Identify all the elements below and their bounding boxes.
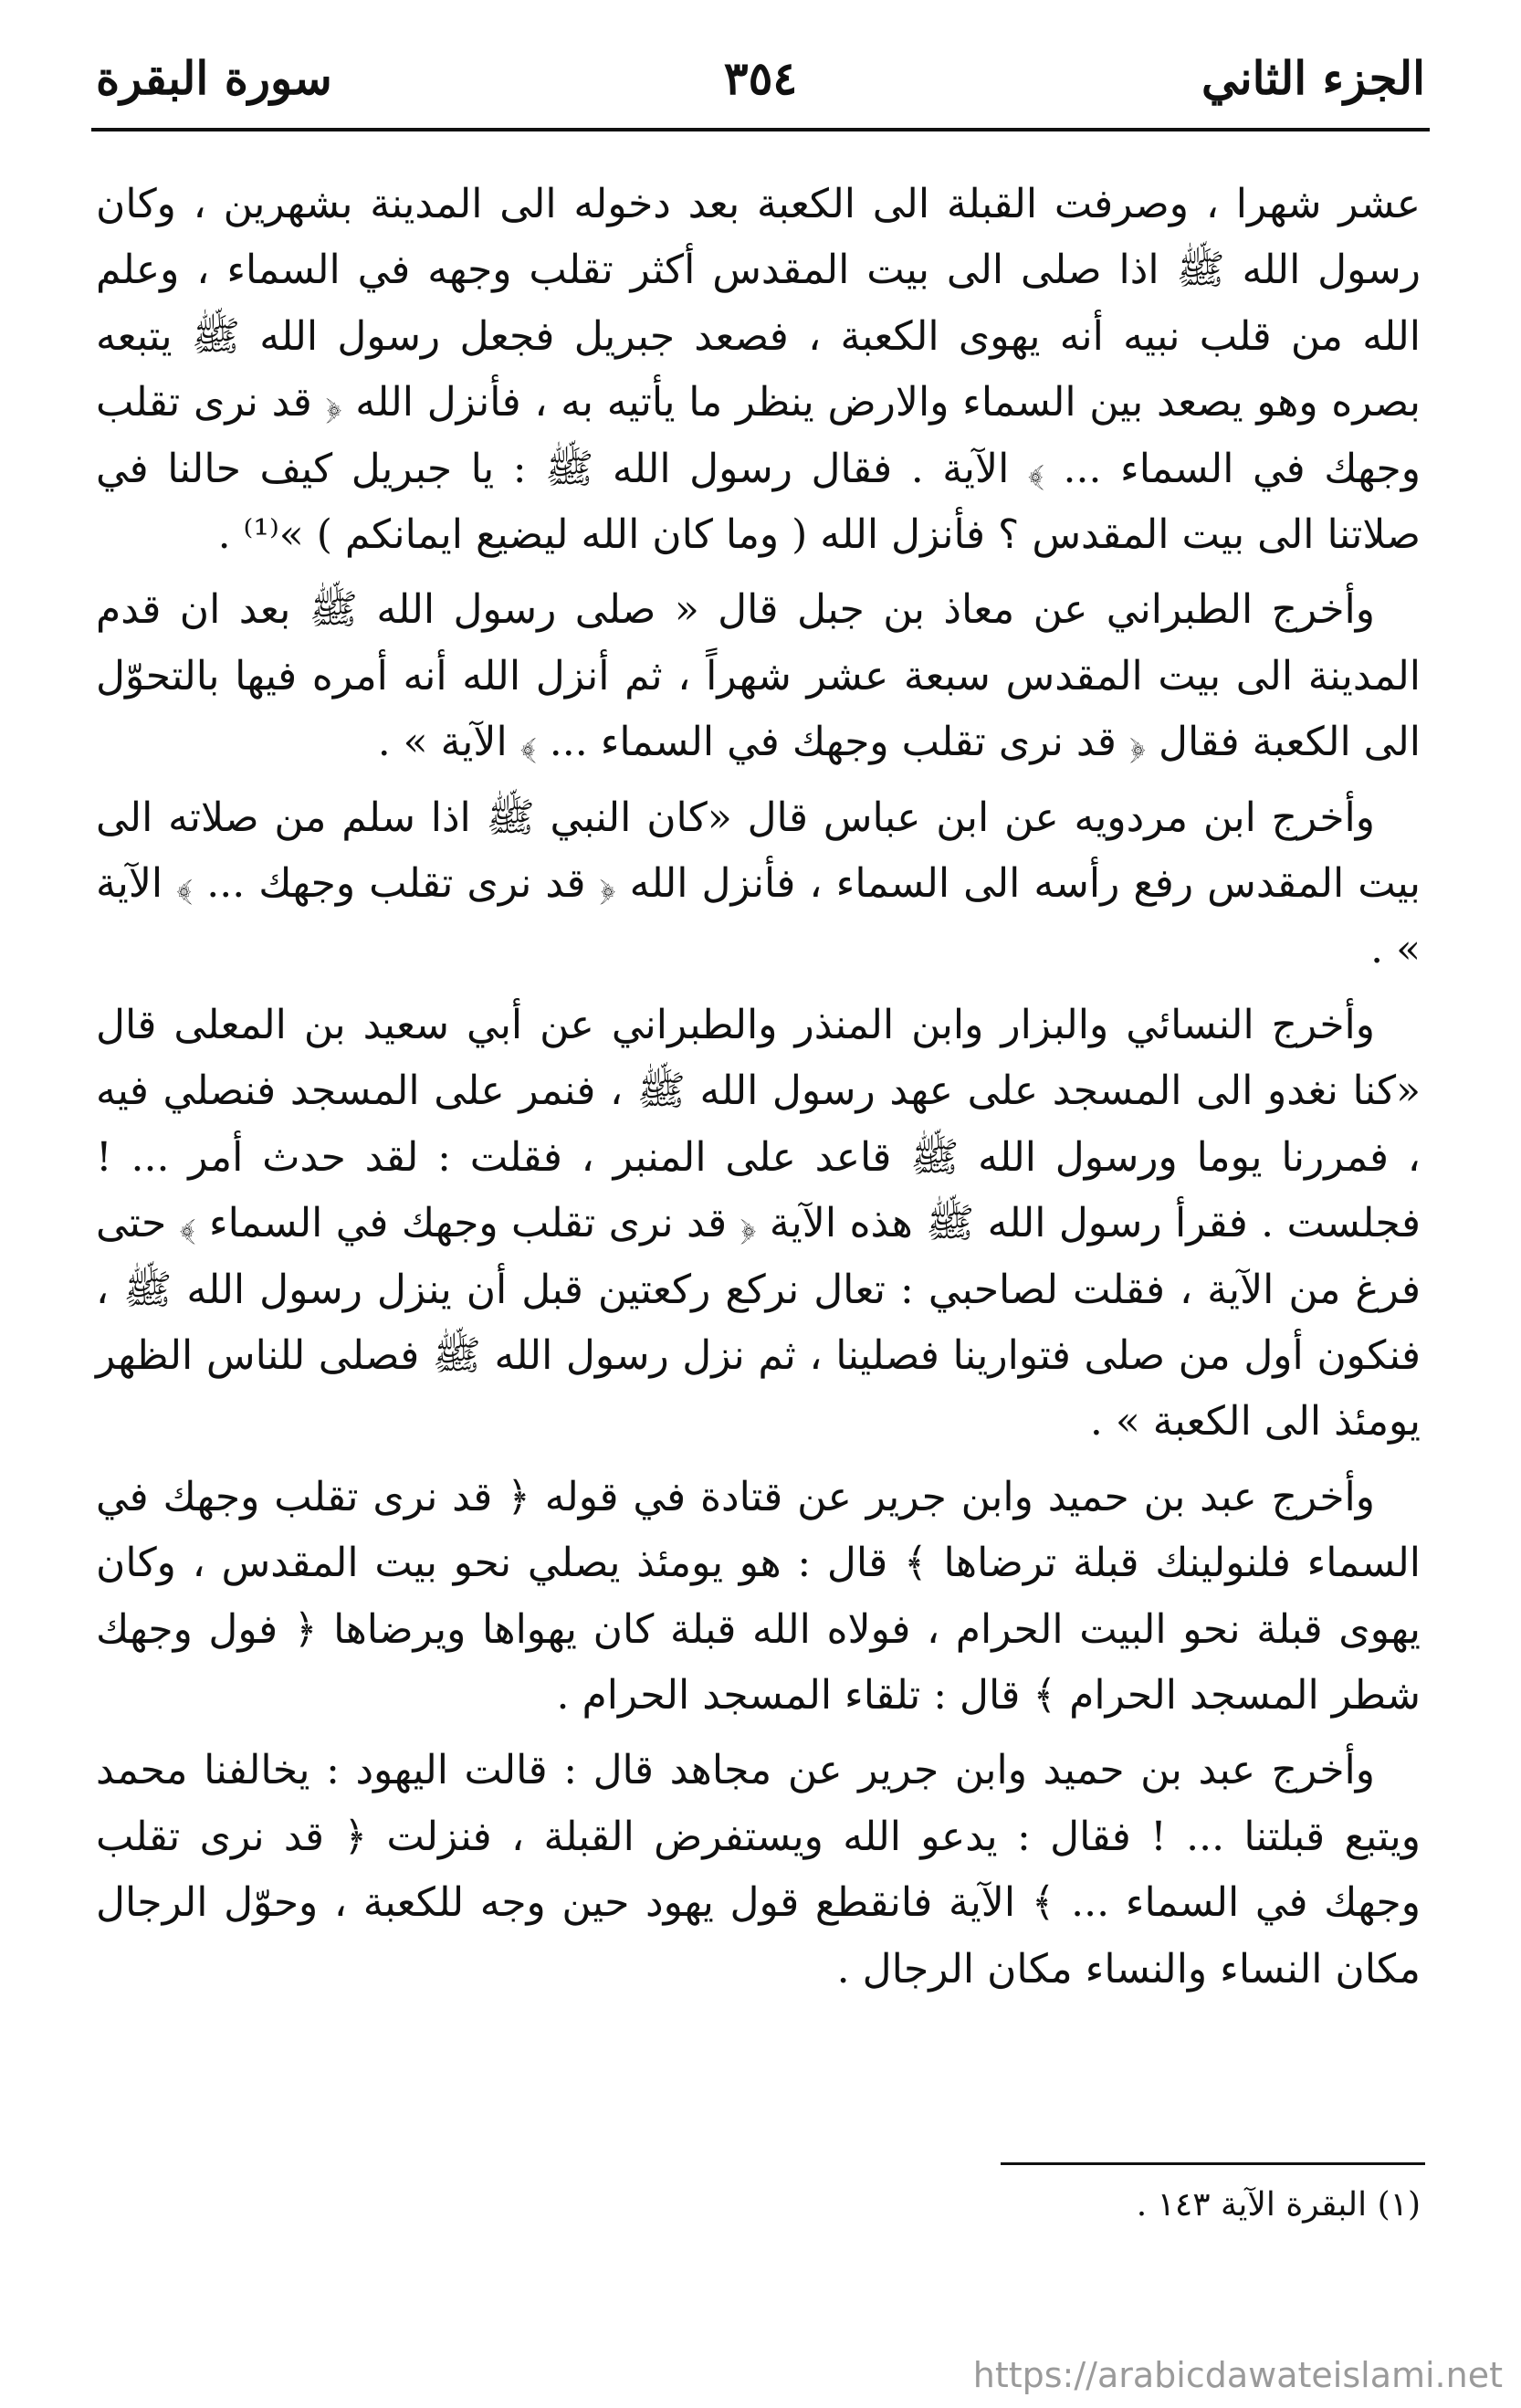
surah-title: سورة البقرة <box>96 51 332 105</box>
footnote: (١) البقرة الآية ١٤٣ . <box>1136 2186 1421 2224</box>
paragraph: وأخرج ابن مردويه عن ابن عباس قال «كان النبي ﷺ اذا سلم من صلاته الى بيت المقدس رفع رأسه الى السماء ، فأنزل الله ﴿ قد نرى تقلب وجهك ... ﴾ الآية » . <box>96 794 1421 973</box>
watermark-url: https://arabicdawateislami.net <box>972 2355 1503 2395</box>
volume-title: الجزء الثاني <box>1201 51 1425 105</box>
footnote-divider <box>1001 2162 1425 2165</box>
paragraph: وأخرج النسائي والبزار وابن المنذر والطبراني عن أبي سعيد بن المعلى قال «كنا نغدو الى المسجد على عهد رسول الله ﷺ ، فنمر على المسجد فنصلي فيه ، فمررنا يوما ورسول الله ﷺ قاعد على المنبر ، فقلت : لقد حدث أمر ... ! فجلست . فقرأ رسول الله ﷺ هذه الآية ﴿ قد نرى تقلب وجهك في السماء ﴾ حتى فرغ من الآية ، فقلت لصاحبي : تعال نركع ركعتين قبل أن ينزل رسول الله ﷺ ، فنكون أول من صلى فتوارينا فصلينا ، ثم نزل رسول الله ﷺ فصلى للناس الظهر يومئذ الى الكعبة » . <box>96 1001 1421 1446</box>
paragraph: وأخرج عبد بن حميد وابن جرير عن مجاهد قال : قالت اليهود : يخالفنا محمد ويتبع قبلتنا ... ! فقال : يدعو الله ويستفرض القبلة ، فنزلت ﴿ قد نرى تقلب وجهك في السماء ... ﴾ الآية فانقطع قول يهود حين وجه للكعبة ، وحوّل الرجال مكان النساء والنساء مكان الرجال . <box>96 1747 1421 1993</box>
paragraph: وأخرج عبد بن حميد وابن جرير عن قتادة في قوله ﴿ قد نرى تقلب وجهك في السماء فلنولينك قبلة ترضاها ﴾ قال : هو يومئذ يصلي نحو بيت المقدس ، وكان يهوى قبلة نحو البيت الحرام ، فولاه الله قبلة كان يهواها ويرضاها ﴿ فول وجهك شطر المسجد الحرام ﴾ قال : تلقاء المسجد الحرام . <box>96 1473 1421 1719</box>
page-number: ٣٥٤ <box>723 51 798 105</box>
paragraph: عشر شهرا ، وصرفت القبلة الى الكعبة بعد دخوله الى المدينة بشهرين ، وكان رسول الله ﷺ اذا صلى الى بيت المقدس أكثر تقلب وجهه في السماء ، وعلم الله من قلب نبيه أنه يهوى الكعبة ، فصعد جبريل فجعل رسول الله ﷺ يتبعه بصره وهو يصعد بين السماء والارض ينظر ما يأتيه به ، فأنزل الله ﴿ قد نرى تقلب وجهك في السماء ... ﴾ الآية . فقال رسول الله ﷺ : يا جبريل كيف حالنا في صلاتنا الى بيت المقدس ؟ فأنزل الله ( وما كان الله ليضيع ايمانكم ) »⁽¹⁾ . <box>96 181 1421 559</box>
main-text <box>96 172 1421 2012</box>
header-divider <box>91 128 1430 131</box>
page-header <box>87 35 1434 122</box>
paragraph: وأخرج الطبراني عن معاذ بن جبل قال « صلى رسول الله ﷺ بعد ان قدم المدينة الى بيت المقدس سبعة عشر شهراً ، ثم أنزل الله أنه أمره فيها بالتحوّل الى الكعبة فقال ﴿ قد نرى تقلب وجهك في السماء ... ﴾ الآية » . <box>96 586 1421 766</box>
